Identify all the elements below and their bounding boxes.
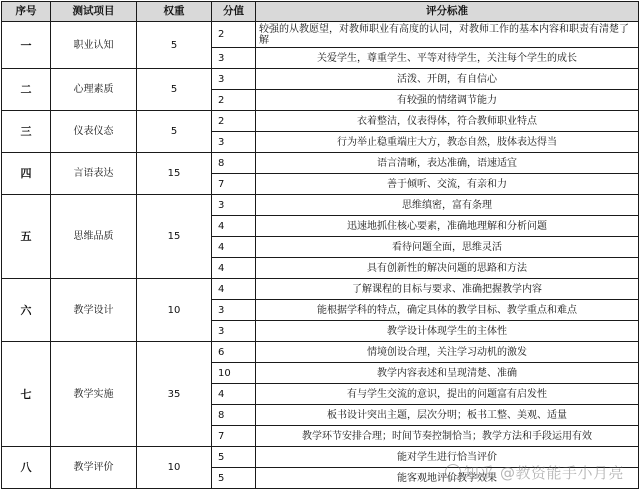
criteria-text: 活泼、开朗，有自信心 xyxy=(256,69,639,90)
score-value: 6 xyxy=(212,342,256,363)
score-value: 10 xyxy=(212,363,256,384)
weight-value: 5 xyxy=(137,22,212,69)
test-item: 教学设计 xyxy=(51,279,137,342)
table-row xyxy=(2,342,639,363)
table-header xyxy=(2,2,639,22)
test-item: 教学实施 xyxy=(51,342,137,447)
score-value: 2 xyxy=(212,111,256,132)
test-item: 仪表仪态 xyxy=(51,111,137,153)
watermark xyxy=(445,462,624,483)
criteria-text: 能客观地评价教学效果 xyxy=(256,468,639,489)
score-value: 4 xyxy=(212,216,256,237)
test-item: 职业认知 xyxy=(51,22,137,69)
criteria-text: 教学内容表述和呈现清楚、准确 xyxy=(256,363,639,384)
criteria-text: 能对学生进行恰当评价 xyxy=(256,447,639,468)
score-value: 3 xyxy=(212,132,256,153)
zhihu-logo-icon xyxy=(445,464,461,480)
header-no: 序号 xyxy=(2,2,51,22)
weight-value: 35 xyxy=(137,342,212,447)
header-row xyxy=(2,2,639,22)
score-value: 8 xyxy=(212,153,256,174)
row-number: 一 xyxy=(2,22,51,69)
table-row xyxy=(2,69,639,90)
score-value: 2 xyxy=(212,90,256,111)
table-row xyxy=(2,22,639,48)
criteria-text: 思维缜密，富有条理 xyxy=(256,195,639,216)
table-body xyxy=(2,22,639,489)
row-number: 四 xyxy=(2,153,51,195)
header-item: 测试项目 xyxy=(51,2,137,22)
weight-value: 10 xyxy=(137,279,212,342)
score-value: 3 xyxy=(212,69,256,90)
criteria-text: 教学设计体现学生的主体性 xyxy=(256,321,639,342)
score-value: 4 xyxy=(212,258,256,279)
row-number: 八 xyxy=(2,447,51,489)
score-value: 7 xyxy=(212,426,256,447)
criteria-text: 板书设计突出主题，层次分明；板书工整、美观、适量 xyxy=(256,405,639,426)
criteria-text: 教学环节安排合理；时间节奏控制恰当；教学方法和手段运用有效 xyxy=(256,426,639,447)
score-value: 4 xyxy=(212,279,256,300)
header-criteria: 评分标准 xyxy=(256,2,639,22)
test-item: 言语表达 xyxy=(51,153,137,195)
score-value: 3 xyxy=(212,48,256,69)
score-value: 5 xyxy=(212,447,256,468)
table-row xyxy=(2,111,639,132)
criteria-text: 语言清晰，表达准确，语速适宜 xyxy=(256,153,639,174)
score-value: 3 xyxy=(212,321,256,342)
criteria-text: 善于倾听、交流，有亲和力 xyxy=(256,174,639,195)
criteria-text: 看待问题全面，思维灵活 xyxy=(256,237,639,258)
criteria-text: 有与学生交流的意识，提出的问题富有启发性 xyxy=(256,384,639,405)
weight-value: 5 xyxy=(137,111,212,153)
table-row xyxy=(2,279,639,300)
header-score: 分值 xyxy=(212,2,256,22)
score-value: 3 xyxy=(212,195,256,216)
score-value: 7 xyxy=(212,174,256,195)
test-item: 思维品质 xyxy=(51,195,137,279)
test-item: 教学评价 xyxy=(51,447,137,489)
row-number: 二 xyxy=(2,69,51,111)
weight-value: 5 xyxy=(137,69,212,111)
weight-value: 15 xyxy=(137,153,212,195)
criteria-text: 关爱学生，尊重学生、平等对待学生，关注每个学生的成长 xyxy=(256,48,639,69)
header-weight: 权重 xyxy=(137,2,212,22)
row-number: 五 xyxy=(2,195,51,279)
criteria-text: 情境创设合理，关注学习动机的激发 xyxy=(256,342,639,363)
score-value: 3 xyxy=(212,300,256,321)
score-value: 5 xyxy=(212,468,256,489)
criteria-text: 有较强的情绪调节能力 xyxy=(256,90,639,111)
watermark-text: 知乎 @教资能手小月亮 xyxy=(463,464,624,482)
criteria-text: 了解课程的目标与要求、准确把握教学内容 xyxy=(256,279,639,300)
test-item: 心理素质 xyxy=(51,69,137,111)
row-number: 六 xyxy=(2,279,51,342)
score-value: 8 xyxy=(212,405,256,426)
criteria-text: 行为举止稳重端庄大方，教态自然，肢体表达得当 xyxy=(256,132,639,153)
weight-value: 10 xyxy=(137,447,212,489)
criteria-text: 迅速地抓住核心要素，准确地理解和分析问题 xyxy=(256,216,639,237)
table-row xyxy=(2,153,639,174)
criteria-text: 能根据学科的特点，确定具体的教学目标、教学重点和难点 xyxy=(256,300,639,321)
criteria-text: 较强的从教愿望，对教师职业有高度的认同，对教师工作的基本内容和职责有清楚了解 xyxy=(256,22,639,48)
criteria-text: 衣着整洁，仪表得体，符合教师职业特点 xyxy=(256,111,639,132)
score-value: 2 xyxy=(212,22,256,48)
score-value: 4 xyxy=(212,384,256,405)
table-row xyxy=(2,195,639,216)
weight-value: 15 xyxy=(137,195,212,279)
scoring-rubric-sheet xyxy=(1,1,638,487)
row-number: 三 xyxy=(2,111,51,153)
scoring-rubric-table xyxy=(1,1,639,489)
criteria-text: 具有创新性的解决问题的思路和方法 xyxy=(256,258,639,279)
score-value: 4 xyxy=(212,237,256,258)
row-number: 七 xyxy=(2,342,51,447)
